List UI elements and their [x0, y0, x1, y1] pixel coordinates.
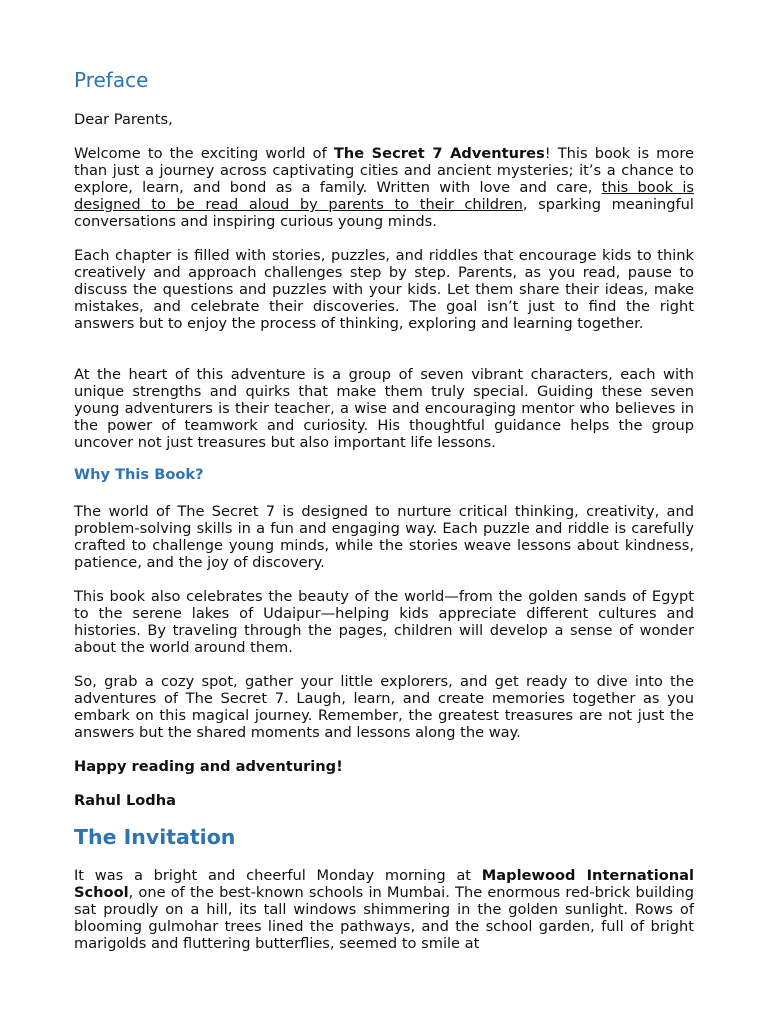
p1-text-c: , sparking meaningful conversations and inspiring curious young minds. [74, 196, 694, 230]
salutation: Dear Parents, [74, 111, 173, 128]
closing-line [74, 758, 694, 775]
inv-text-b: , one of the best-known schools in Mumbai. The enormous red-brick building sat proudly on a hill, its tall windows shimmering in the golden sunlight. Rows of blooming gulmohar trees lined the pathways, and the school garden, full of bright marigolds and fluttering butterflies, seemed to smile at [74, 884, 694, 952]
inv-text-a: It was a bright and cheerful Monday morning at [74, 867, 482, 884]
preface-paragraph-5: This book also celebrates the beauty of the world—from the golden sands of Egypt to the serene lakes of Udaipur—helping kids appreciate different cultures and histories. By traveling through the pages, children will develop a sense of wonder about the world around them. [74, 588, 694, 656]
preface-paragraph-4: The world of The Secret 7 is designed to nurture critical thinking, creativity, and problem-solving skills in a fun and engaging way. Each puzzle and riddle is carefully crafted to challenge young minds, while the stories weave lessons about kindness, patience, and the joy of discovery. [74, 503, 694, 571]
preface-paragraph-3: At the heart of this adventure is a group of seven vibrant characters, each with unique strengths and quirks that make them truly special. Guiding these seven young adventurers is their teacher, a wise and encouraging mentor who believes in the power of teamwork and curiosity. His thoughtful guidance helps the group uncover not just treasures but also important life lessons. [74, 366, 694, 451]
book-title-bold: The Secret 7 Adventures [333, 145, 545, 162]
invitation-paragraph-1 [74, 867, 694, 952]
why-this-book-heading: Why This Book? [74, 466, 204, 483]
p1-text-b: ! This book is more than just a journey across captivating cities and ancient mysteries; it’s a chance to explore, learn, and bond as a family. Written with love and care, [74, 145, 694, 196]
author-name [74, 792, 694, 809]
closing-bold: Happy reading and adventuring! [74, 758, 343, 775]
read-aloud-underlined: this book is designed to be read aloud by parents to their children [74, 179, 694, 213]
preface-paragraph-6: So, grab a cozy spot, gather your little explorers, and get ready to dive into the adventures of The Secret 7. Laugh, learn, and create memories together as you embark on this magical journey. Remember, the greatest treasures are not just the answers but the shared moments and lessons along the way. [74, 673, 694, 741]
preface-paragraph-1 [74, 145, 694, 230]
school-name-bold: Maplewood International School [74, 867, 694, 901]
p1-text-a: Welcome to the exciting world of [74, 145, 334, 162]
author-bold: Rahul Lodha [74, 792, 176, 809]
preface-heading: Preface [74, 68, 149, 92]
preface-paragraph-2: Each chapter is filled with stories, puzzles, and riddles that encourage kids to think creatively and approach challenges step by step. Parents, as you read, pause to discuss the questions and puzzles with your kids. Let them share their ideas, make mistakes, and celebrate their discoveries. The goal isn’t just to find the right answers but to enjoy the process of thinking, exploring and learning together. [74, 247, 694, 332]
invitation-heading: The Invitation [74, 825, 236, 849]
